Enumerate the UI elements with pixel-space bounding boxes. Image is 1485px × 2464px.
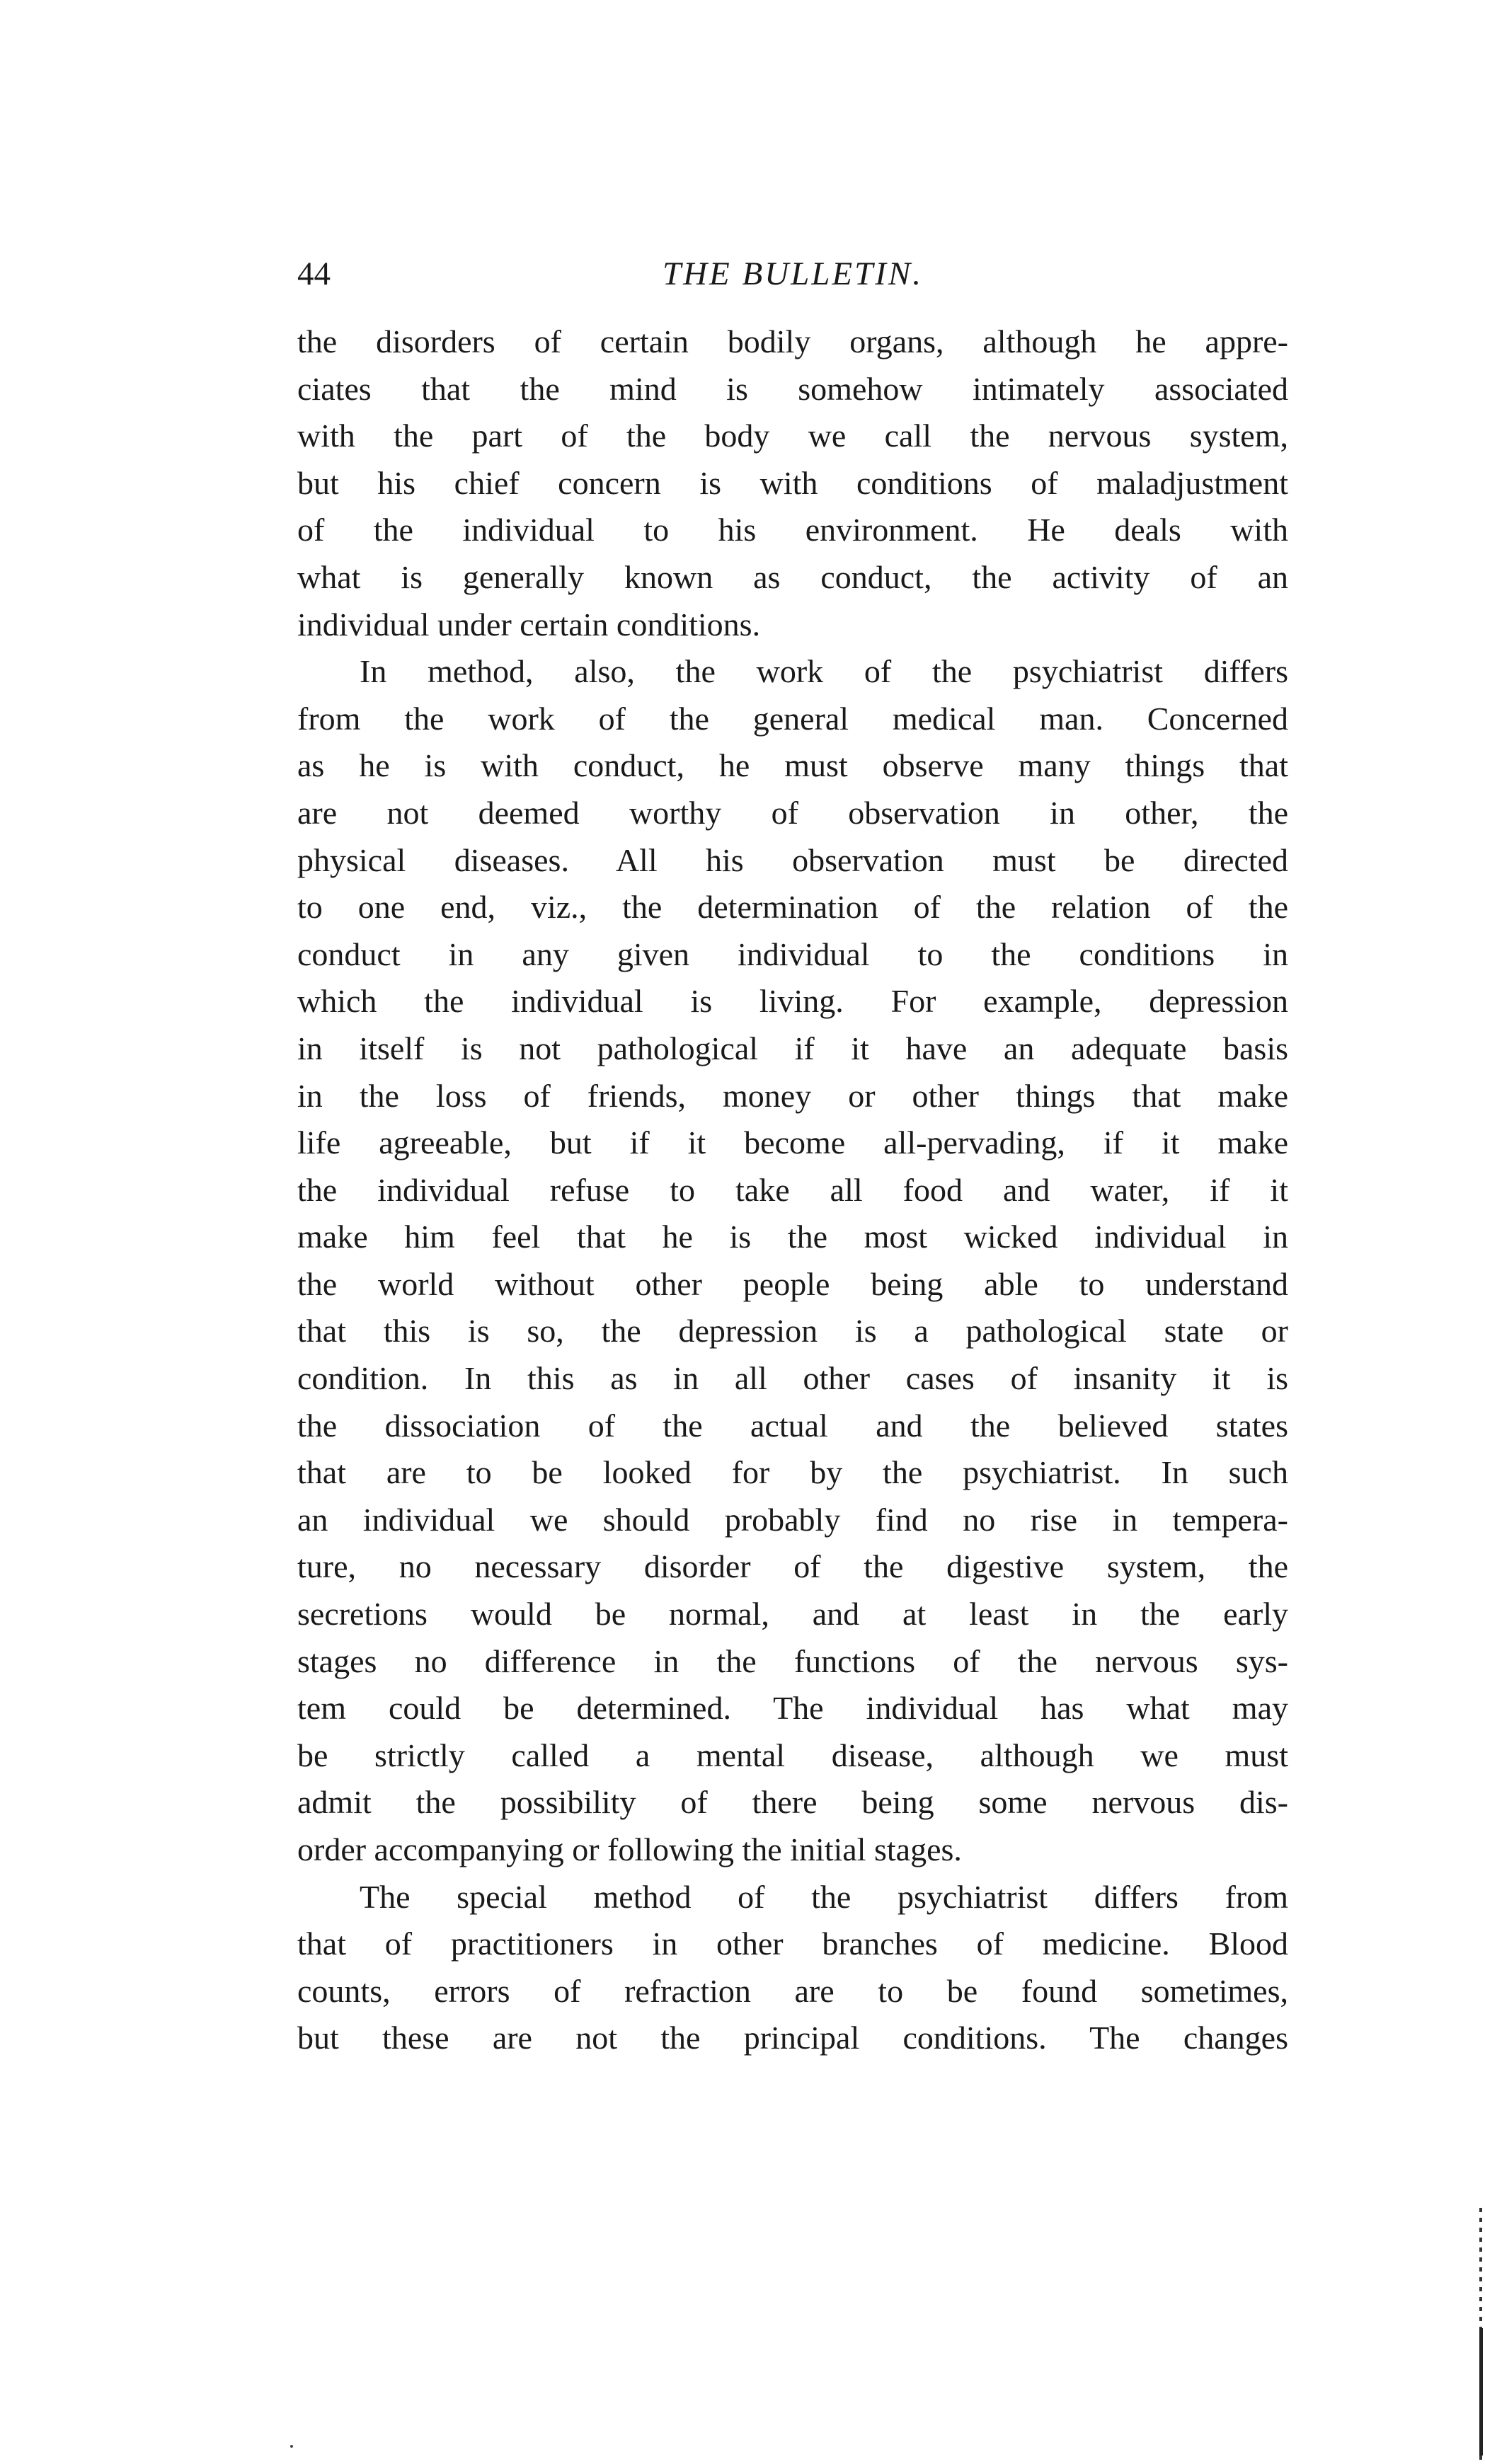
body-text: [297, 318, 1288, 2062]
text-line: in the loss of friends, money or other things that make: [297, 1077, 1288, 1114]
text-line: but these are not the principal conditions. The changes: [297, 2020, 1288, 2056]
text-line: what is generally known as conduct, the activity of an: [297, 558, 1288, 595]
text-line: ture, no necessary disorder of the digestive system, the: [297, 1548, 1288, 1585]
text-line: counts, errors of refraction are to be found sometimes,: [297, 1972, 1288, 2009]
text-line: The special method of the psychiatrist differs from: [360, 1878, 1288, 1915]
text-line: the dissociation of the actual and the believed states: [297, 1407, 1288, 1444]
scan-edge-mark-solid: [1479, 2328, 1483, 2456]
text-line: to one end, viz., the determination of the relation of the: [297, 889, 1288, 926]
page-header: [297, 249, 1288, 299]
page-number: 44: [297, 255, 331, 292]
text-line: order accompanying or following the initial stages.: [297, 1831, 962, 1867]
text-line: with the part of the body we call the nervous system,: [297, 418, 1288, 454]
text-line: conduct in any given individual to the conditions in: [297, 935, 1288, 972]
text-line: condition. In this as in all other cases of insanity it is: [297, 1360, 1288, 1397]
text-line: but his chief concern is with conditions of maladjustment: [297, 464, 1288, 501]
text-line: that are to be looked for by the psychiatrist. In such: [297, 1454, 1288, 1491]
paragraph-1: [297, 318, 1288, 648]
text-line: make him feel that he is the most wicked individual in: [297, 1219, 1288, 1255]
running-title: THE BULLETIN.: [662, 255, 924, 292]
text-line: of the individual to his environment. He deals with: [297, 512, 1288, 548]
scan-speck: [290, 2445, 293, 2448]
text-line: the disorders of certain bodily organs, although he appre-: [297, 323, 1288, 359]
text-line: secretions would be normal, and at least in the early: [297, 1596, 1288, 1633]
text-line: in itself is not pathological if it have an adequate basis: [297, 1030, 1288, 1066]
text-line: be strictly called a mental disease, although we must: [297, 1737, 1288, 1773]
text-line: In method, also, the work of the psychiatrist differs: [360, 653, 1288, 690]
text-line: stages no difference in the functions of the nervous sys-: [297, 1642, 1288, 1679]
text-line: admit the possibility of there being some nervous dis-: [297, 1784, 1288, 1821]
text-line: physical diseases. All his observation must be directed: [297, 841, 1288, 878]
text-line: life agreeable, but if it become all-pervading, if it make: [297, 1124, 1288, 1161]
text-line: which the individual is living. For example, depression: [297, 983, 1288, 1020]
text-line: the world without other people being able to understand: [297, 1265, 1288, 1302]
text-line: are not deemed worthy of observation in other, the: [297, 794, 1288, 831]
text-line: individual under certain conditions.: [297, 606, 761, 643]
text-line: the individual refuse to take all food and water, if it: [297, 1171, 1288, 1208]
text-line: tem could be determined. The individual has what may: [297, 1690, 1288, 1727]
text-line: from the work of the general medical man. Concerned: [297, 700, 1288, 737]
text-line: ciates that the mind is somehow intimately associated: [297, 370, 1288, 407]
text-line: as he is with conduct, he must observe many things that: [297, 747, 1288, 784]
paragraph-2: [297, 648, 1288, 1873]
text-line: that this is so, the depression is a pathological state or: [297, 1313, 1288, 1349]
paragraph-3: [297, 1874, 1288, 2062]
text-line: that of practitioners in other branches of medicine. Blood: [297, 1925, 1288, 1962]
text-line: an individual we should probably find no rise in tempera-: [297, 1501, 1288, 1538]
